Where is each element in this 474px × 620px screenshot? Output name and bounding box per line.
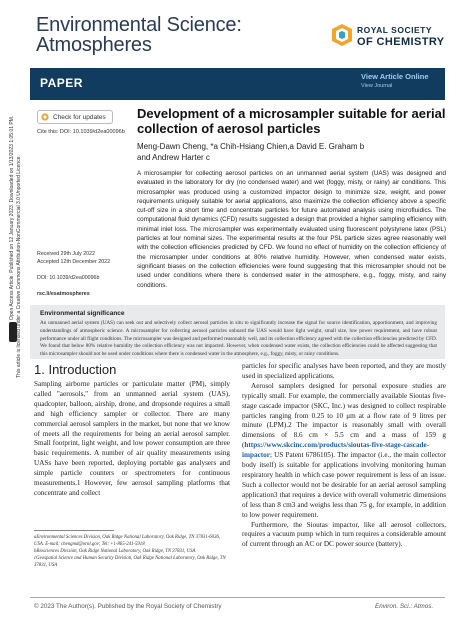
intro-paragraph-4: Furthermore, the Sioutas impactor, like all aerosol collectors, requires a vacuum pump which in turn requires a considerable amount of current through an AC or DC power source (battery).: [242, 520, 446, 549]
side-text-license[interactable]: This article is licensed under a Creative Commons Attribution-NonCommercial 3.0 Unported Licence.: [16, 155, 22, 378]
significance-text: An unmanned aerial system (UAS) can seek out and selectively collect aerosol particles in situ to significantly increase the signal for source identification, apportionment, and improving understandings of atmospheric science. A microsampler for collecting aerosol particles onboard the UAS would have light weight, small size, low power requirement, and have robust performance under all flight conditions. The microsampler was designed and performed reasonably well, and its collection efficiency agreed with the collection efficiencies predicted by CFD. We found that below 80% relative humidity the collection efficiency was not impacted. However, when condensed water exists, the collection efficiencies could be affected suggesting that this microsampler should not be used under conditions where there is condensed water in the atmosphere, e.g., foggy, misty, or rainy conditions.: [40, 320, 437, 358]
article-type-label: PAPER: [40, 76, 83, 90]
author-line-1[interactable]: Meng-Dawn Cheng, *a Chih-Hsiang Chien,a David E. Graham b: [137, 142, 365, 151]
intro-p3-start: Aerosol samplers designed for personal exposure studies are typically small. For example, the commercially available Sioutas five-stage cascade impactor (SKC, Inc.) was designed to collect respirable particles ranging from 0.25 to 10 μm at a flow rate of 9 litres per minute (LPM).2 The impactor is reasonably small with overall dimensions of 8.6 cm × 5.5 cm and a mass of 159 g (: [242, 381, 446, 450]
footer-divider: [30, 597, 445, 598]
section-heading-introduction: 1. Introduction: [34, 362, 117, 377]
check-for-updates-button[interactable]: [37, 110, 113, 124]
author-line-2[interactable]: and Andrew Harter c: [137, 153, 210, 162]
doi[interactable]: DOI: 10.1039/d2ea00096b: [37, 275, 100, 281]
body-column-left: [34, 380, 230, 499]
rsc-hexagon-icon: [332, 24, 352, 46]
publisher-name-line2: OF CHEMISTRY: [357, 36, 445, 48]
footer-journal-abbrev: Environ. Sci.: Atmos.: [375, 603, 434, 610]
footer-copyright: © 2023 The Author(s). Published by the Royal Society of Chemistry: [34, 603, 222, 610]
affiliation-footnotes: [34, 534, 230, 569]
check-for-updates-label: Check for updates: [53, 113, 106, 121]
body-column-right: [242, 362, 446, 550]
skc-product-link[interactable]: https://www.skcinc.com/products/sioutas-five-stage-cascade-impactor: [242, 441, 430, 460]
footnote-b: bBiosciences Division, Oak Ridge National Laboratory, Oak Ridge, TN 37831, USA: [34, 549, 196, 555]
publisher-name-line1: ROYAL SOCIETY: [357, 25, 432, 35]
received-date: Received 29th July 2022: [37, 251, 96, 257]
article-title: Development of a microsampler suitable for aerial collection of aerosol particles: [137, 106, 446, 136]
intro-paragraph-2: particles for specific analyses have been reported, and they are mostly used in specialized applications.: [242, 362, 446, 380]
journal-title[interactable]: Environmental Science: Atmospheres: [36, 14, 242, 56]
author-list: [137, 141, 437, 163]
intro-paragraph-3: [242, 382, 446, 521]
open-access-sidebar: [0, 58, 30, 378]
intro-paragraph-1: Sampling airborne particles or particulate matter (PM), simply called "aerosols," from an unmanned aerial system (UAS), quadcopter, balloon, airship, drone, and dropsonde requires a small and high efficiency sampler or collector. There are many commercial aerosol samplers in the market, but none that we know of meets all the requirements for being an aerial aerosol sampler. Small footprint, light weight, and low power consumption are three basic requirements. A number of air quality measurements using UASs have been reported, deploying portable gas analysers and simple particle counters or spectrometers for continuous measurements.1 However, few aerosol sampling platforms that concentrate and collect: [34, 380, 230, 497]
view-journal-link[interactable]: View Journal: [361, 83, 393, 89]
footnote-a: aEnvironmental Sciences Division, Oak Ridge National Laboratory, Oak Ridge, TN 37831-6036, USA. E-mail: chengmd@ornl.gov; Tel: +1-865-241-5918: [34, 535, 221, 548]
view-article-online-link[interactable]: View Article Online: [361, 72, 429, 81]
update-icon: [41, 113, 49, 121]
accepted-date: Accepted 12th December 2022: [37, 259, 111, 265]
journal-url[interactable]: rsc.li/esatmospheres: [37, 291, 90, 297]
intro-p3-end: ; US Patent 6786105). The impactor (i.e., the main collector body itself) is suitable for applications involving monitoring human respiratory health in which case power requirement is less of an issue. Such a collector would not be desirable for an aerial aerosol sampling application3 that requires a device with overall volumetric dimensions of less than 8 cm3 and weighs less than 75 g, for example, in addition to low power requirement.: [242, 451, 446, 519]
side-text-published: Open Access Article. Published on 12 January 2023. Downloaded on 1/13/2023 1:05:01 PM.: [9, 115, 15, 320]
significance-title: Environmental significance: [40, 310, 125, 317]
footnote-divider: [34, 530, 114, 531]
footnote-c: cGeospatial Science and Human Security Division, Oak Ridge National Laboratory, Oak Ridge, TN 37831, USA: [34, 556, 226, 569]
article-dates: [37, 250, 132, 298]
cite-doi: Cite this: DOI: 10.1039/d2ea00096b: [37, 129, 125, 135]
abstract: A microsampler for collecting aerosol particles on an unmanned aerial system (UAS) was designed and evaluated in the laboratory for dry (no condensed water) and wet (foggy, misty, or rainy) air conditions. This microsampler was produced using a customized impactor design to minimize size, weight, and power requirements uniquely suitable for aerial applications, also maximize the collection efficiency above a specific cut-off size in a short time and concentrate particles for future automated analysis using microfluidics. The computational fluid dynamics (CFD) results suggested a design that provided a higher sampling efficiency with minimal inlet loss. The microsampler was experimentally evaluated using fluorescent polystyrene latex (PSL) particles at four nominal sizes. The experimental results at the four PSL particle sizes agree reasonably well with the collection efficiencies predicted by CFD. We found no effect of humidity on the collection efficiency of the microsampler under conditions at 80% relative humidity. However, when condensed water exists, significant biases on the collection efficiencies were found suggesting that this microsampler should not be used under conditions where there is condensed water in the atmosphere, e.g., foggy, misty, and rainy conditions.: [137, 170, 446, 289]
